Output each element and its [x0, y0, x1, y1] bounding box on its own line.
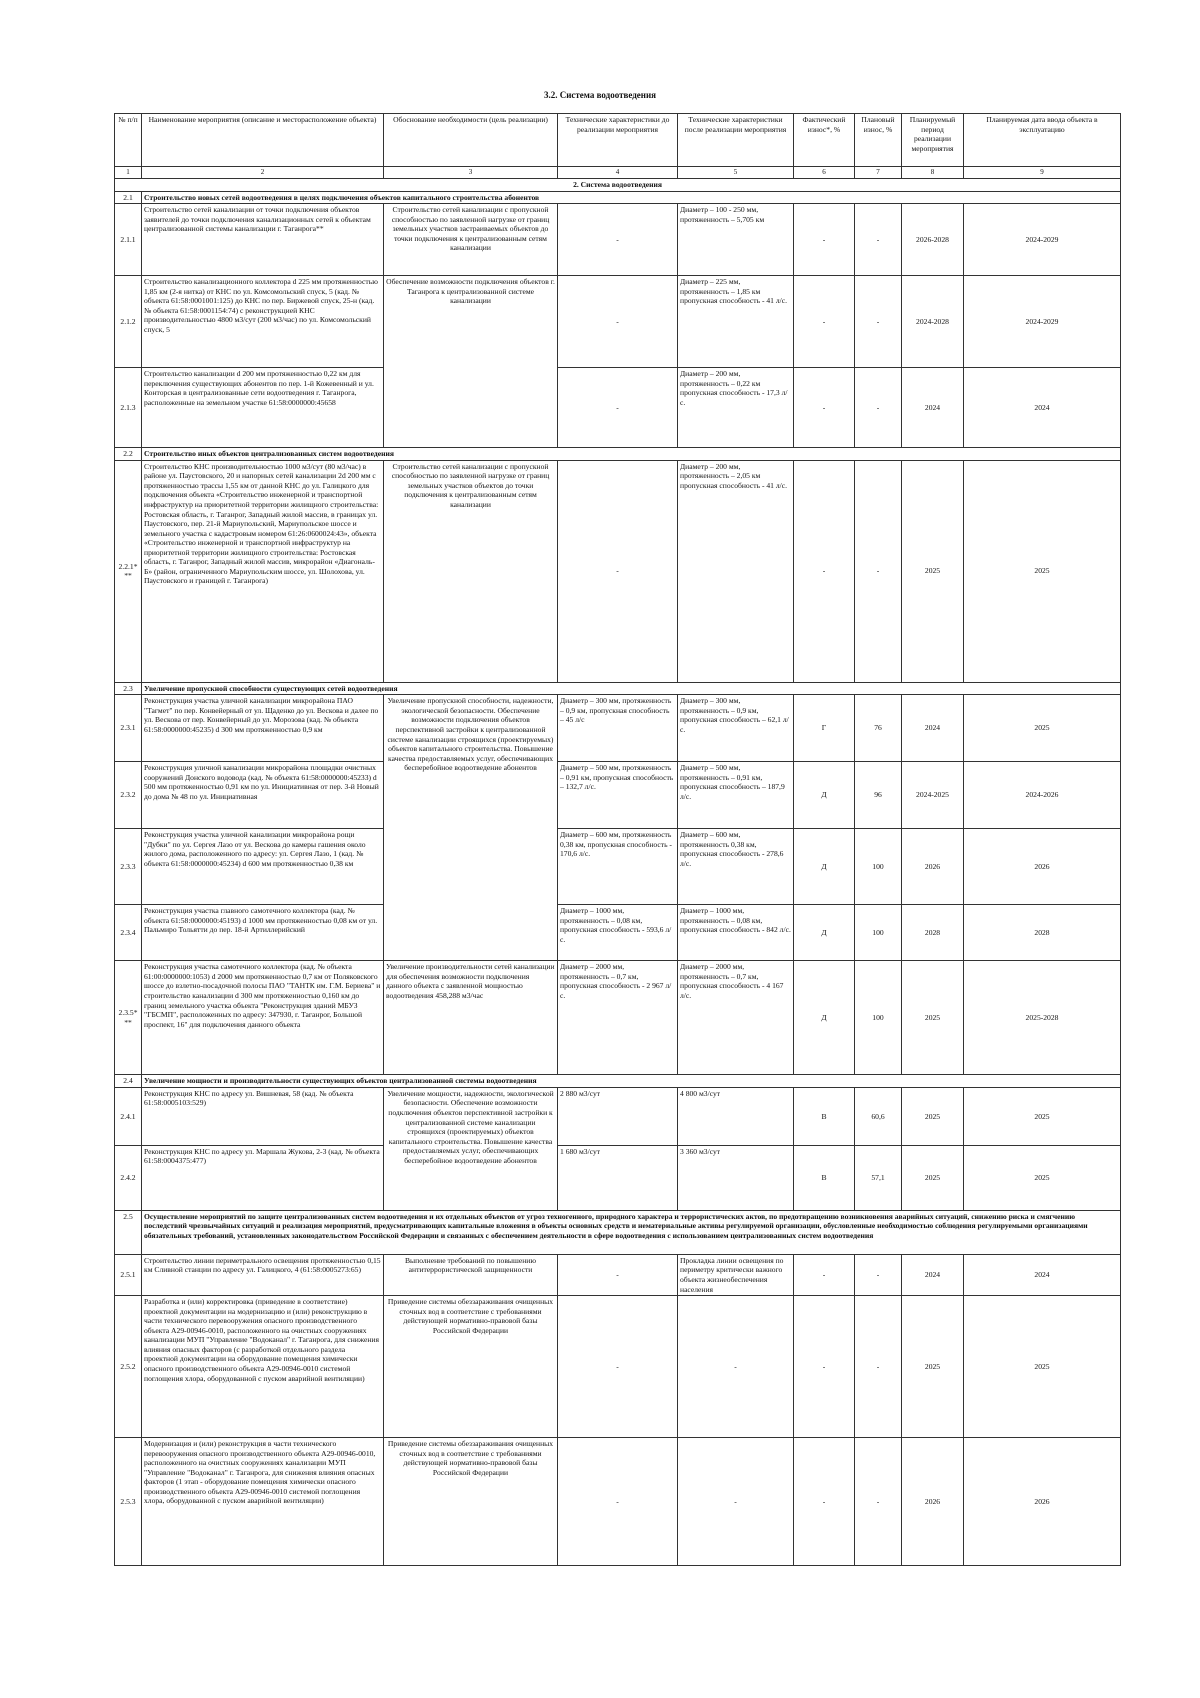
actual-wear: -: [794, 204, 855, 276]
measure-reason: Строительство сетей канализации с пропускной способностью по заявленной нагрузке от границ земельных участков застраиваемых объектов до точки подключения к централизованным сетям канализации: [384, 204, 558, 276]
spec-after: Диаметр – 100 - 250 мм, протяженность – 5,705 км: [678, 204, 794, 276]
commissioning-date: 2025: [964, 1087, 1121, 1145]
actual-wear: В: [794, 1145, 855, 1210]
measure-name: Реконструкция уличной канализации микрорайона площадки очистных сооружений Донского водовода (кад. № объекта 61:58:0000000:45233) d 500 мм протяженностью 0,91 км по ул. Инициативная от пер. 3-й Новый до дома № 48 по ул. Инициативная: [142, 762, 384, 829]
group-number: 2.1: [115, 191, 142, 204]
spec-after: 3 360 м3/сут: [678, 1145, 794, 1210]
group-title: Увеличение пропускной способности существующих сетей водоотведения: [142, 682, 1121, 695]
group-row: [115, 682, 1121, 695]
table-row: [115, 961, 1121, 1075]
header-cell: Планируемая дата ввода объекта в эксплуатацию: [964, 114, 1121, 167]
implementation-period: 2026: [902, 1438, 964, 1566]
commissioning-date: 2028: [964, 905, 1121, 961]
row-number: 2.5.1: [115, 1254, 142, 1295]
measure-name: Реконструкция участка самотечного коллектора (кад. № объекта 61:00:0000000:1053) d 2000 мм протяженностью 0,7 км от Поляковского шоссе до взлетно-посадочной полосы ПАО "ТАНТК им. Г.М. Бериева" и строительство канализации d 300 мм протяженностью 0,160 км до границ земельного участка объекта "Реконструкция зданий МБУЗ "ГБСМП", расположенных по адресу: 347930, г. Таганрог, Большой проспект, 16" для подключения данного объекта: [142, 961, 384, 1075]
implementation-period: 2026-2028: [902, 204, 964, 276]
spec-before: Диаметр – 500 мм, протяженность – 0,91 км, пропускная способность – 132,7 л/с.: [558, 762, 678, 829]
implementation-period: 2028: [902, 905, 964, 961]
actual-wear: -: [794, 1438, 855, 1566]
section-row: [115, 179, 1121, 192]
planned-wear: 100: [855, 829, 902, 905]
table-row: [115, 695, 1121, 762]
column-number: 6: [794, 167, 855, 179]
measure-reason: Увеличение пропускной способности, надежности, экологической безопасности. Обеспечение возможности подключения объектов перспективной застройки к централизованной системе канализации строящихся (проектируемых) объектов капитального строительства. Повышение качества предоставляемых услуг, обеспечивающих бесперебойное водоотведение абонентов: [384, 695, 558, 961]
spec-after: Диаметр – 200 мм, протяженность – 2,05 км пропускная способность - 41 л/с.: [678, 460, 794, 682]
spec-before: 2 880 м3/сут: [558, 1087, 678, 1145]
commissioning-date: 2025-2028: [964, 961, 1121, 1075]
group-number: 2.4: [115, 1075, 142, 1088]
measure-name: Реконструкция участка уличной канализации микрорайона ПАО "Тагмет" по пер. Конвейерный от ул. Щаденко до ул. Вескова и далее по ул. Вескова от пер. Конвейерный до ул. Морозова (кад. № объекта 61:58:0000000:45235) d 300 мм протяженностью 0,9 км: [142, 695, 384, 762]
implementation-period: 2024: [902, 1254, 964, 1295]
table-row: [115, 368, 1121, 448]
measure-name: Реконструкция КНС по адресу ул. Вишневая, 58 (кад. № объекта 61:58:0005103:529): [142, 1087, 384, 1145]
actual-wear: Д: [794, 905, 855, 961]
implementation-period: 2024-2028: [902, 276, 964, 368]
measure-reason: Выполнение требований по повышению антитеррористической защищенности: [384, 1254, 558, 1295]
column-number: 4: [558, 167, 678, 179]
spec-before: -: [558, 276, 678, 368]
header-cell: Наименование мероприятия (описание и месторасположение объекта): [142, 114, 384, 167]
measure-name: Реконструкция участка главного самотечного коллектора (кад. № объекта 61:58:0000000:45193) d 1000 мм протяженностью 0,08 км от ул. Пальмиро Тольятти до пер. 18-й Артиллерийский: [142, 905, 384, 961]
header-cell: Фактический износ*, %: [794, 114, 855, 167]
spec-after: Диаметр – 2000 мм, протяженность – 0,7 км, пропускная способность - 4 167 л/с.: [678, 961, 794, 1075]
table-row: [115, 905, 1121, 961]
implementation-period: 2025: [902, 1087, 964, 1145]
measure-name: Строительство канализации d 200 мм протяженностью 0,22 км для переключения существующих абонентов по пер. 1-й Кожевенный и ул. Конторская в централизованные сети водоотведения г. Таганрога, расположенные на земельном участке 61:58:0000000:45658: [142, 368, 384, 448]
measure-name: Строительство КНС производительностью 1000 м3/сут (80 м3/час) в районе ул. Паустовского, 20 и напорных сетей канализации 2d 200 мм с протяженностью трассы 1,55 км от данной КНС до ул. Галицкого для подключения объекта «Строительство инженерной и транспортной инфраструктур на приоритетной территории жилищного строительства: Ростовская область, г. Таганрог, Западный жилой массив, в границах ул. Паустовского, пер. 21-й Мариупольский, Мариупольское шоссе и земельного участка с кадастровым номером 61:26:0600024:43», объекта «Строительство инженерной и транспортной инфраструктур на приоритетной территории жилищного строительства: Ростовская область, г. Таганрог, Западный жилой массив, микрорайон «Диагональ-Б» (район, ограниченного Мариупольским шоссе, ул. Шолохова, ул. Паустовского и границей г. Таганрога): [142, 460, 384, 682]
implementation-period: 2024-2025: [902, 762, 964, 829]
measure-name: Реконструкция КНС по адресу ул. Маршала Жукова, 2-3 (кад. № объекта 61:58:0004375:477): [142, 1145, 384, 1210]
spec-before: 1 680 м3/сут: [558, 1145, 678, 1210]
planned-wear: 100: [855, 905, 902, 961]
table-row: [115, 460, 1121, 682]
row-number: 2.5.3: [115, 1438, 142, 1566]
row-number: 2.3.2: [115, 762, 142, 829]
spec-before: -: [558, 1438, 678, 1566]
planned-wear: 60,6: [855, 1087, 902, 1145]
column-number: 9: [964, 167, 1121, 179]
planned-wear: 76: [855, 695, 902, 762]
measure-reason: Обеспечение возможности подключения объектов г. Таганрога к централизованной системе канализации: [384, 276, 558, 448]
group-row: [115, 1210, 1121, 1254]
spec-before: Диаметр – 300 мм, протяженность – 0,9 км, пропускная способность – 45 л/с: [558, 695, 678, 762]
spec-before: -: [558, 204, 678, 276]
row-number: 2.1.2: [115, 276, 142, 368]
measure-name: Модернизация и (или) реконструкция в части технического перевооружения опасного производственного объекта А29-00946-0010, расположенного на очистных сооружениях канализации МУП "Управление "Водоканал" г. Таганрога, для снижения влияния опасных факторов (1 этап - оборудование помещения химически опасного производственного объекта А29-00946-0010 системой поглощения хлора, оборудованной с пуском аварийной вентиляции): [142, 1438, 384, 1566]
actual-wear: Д: [794, 961, 855, 1075]
measures-table: [114, 113, 1121, 1566]
table-row: [115, 1296, 1121, 1438]
spec-before: Диаметр – 600 мм, протяженность 0,38 км, пропускная способность - 170,6 л/с.: [558, 829, 678, 905]
measure-reason: Увеличение производительности сетей канализации для обеспечения возможности подключения данного объекта с заявленной мощностью водоотведения 458,288 м3/час: [384, 961, 558, 1075]
spec-before: -: [558, 1254, 678, 1295]
table-row: [115, 1254, 1121, 1295]
group-title: Строительство иных объектов централизованных систем водоотведения: [142, 448, 1121, 461]
implementation-period: 2025: [902, 961, 964, 1075]
header-cell: Технические характеристики до реализации мероприятия: [558, 114, 678, 167]
commissioning-date: 2025: [964, 1296, 1121, 1438]
measure-name: Строительство линии периметрального освещения протяженностью 0,15 км Сливной станции по адресу ул. Галицкого, 4 (61:58:0005273:65): [142, 1254, 384, 1295]
spec-after: Диаметр – 1000 мм, протяженность – 0,08 км, пропускная способность - 842 л/с.: [678, 905, 794, 961]
planned-wear: -: [855, 1296, 902, 1438]
spec-after: Диаметр – 225 мм, протяженность – 1,85 км пропускная способность - 41 л/с.: [678, 276, 794, 368]
row-number: 2.3.1: [115, 695, 142, 762]
row-number: 2.2.1***: [115, 460, 142, 682]
commissioning-date: 2026: [964, 829, 1121, 905]
commissioning-date: 2026: [964, 1438, 1121, 1566]
group-row: [115, 448, 1121, 461]
table-row: [115, 204, 1121, 276]
header-cell: Плановый износ, %: [855, 114, 902, 167]
measure-name: Строительство сетей канализации от точки подключения объектов заявителей до точки подключения канализационных сетей к объектам централизованной системы канализации г. Таганрога**: [142, 204, 384, 276]
column-number: 5: [678, 167, 794, 179]
column-number: 2: [142, 167, 384, 179]
actual-wear: Г: [794, 695, 855, 762]
group-title: Строительство новых сетей водоотведения в целях подключения объектов капитального строительства абонентов: [142, 191, 1121, 204]
table-row: [115, 1145, 1121, 1210]
commissioning-date: 2025: [964, 1145, 1121, 1210]
actual-wear: -: [794, 368, 855, 448]
spec-after: -: [678, 1438, 794, 1566]
row-number: 2.3.4: [115, 905, 142, 961]
commissioning-date: 2024-2029: [964, 276, 1121, 368]
implementation-period: 2024: [902, 695, 964, 762]
planned-wear: -: [855, 276, 902, 368]
measure-reason: Приведение системы обеззараживания очищенных сточных вод в соответствие с требованиями действующей нормативно-правовой базы Российской Федерации: [384, 1438, 558, 1566]
spec-after: Прокладка линии освещения по периметру критически важного объекта жизнеобеспечения населения: [678, 1254, 794, 1295]
group-row: [115, 1075, 1121, 1088]
row-number: 2.3.3: [115, 829, 142, 905]
spec-before: Диаметр – 1000 мм, протяженность – 0,08 км, пропускная способность - 593,6 л/с.: [558, 905, 678, 961]
commissioning-date: 2024: [964, 1254, 1121, 1295]
row-number: 2.1.1: [115, 204, 142, 276]
actual-wear: Д: [794, 829, 855, 905]
header-cell: № п/п: [115, 114, 142, 167]
spec-after: Диаметр – 600 мм, протяженность 0,38 км, пропускная способность - 278,6 л/с.: [678, 829, 794, 905]
planned-wear: 57,1: [855, 1145, 902, 1210]
planned-wear: -: [855, 1438, 902, 1566]
header-row: [115, 114, 1121, 167]
spec-before: -: [558, 460, 678, 682]
actual-wear: В: [794, 1087, 855, 1145]
implementation-period: 2025: [902, 1145, 964, 1210]
commissioning-date: 2025: [964, 695, 1121, 762]
spec-after: Диаметр – 300 мм, протяженность – 0,9 км, пропускная способность – 62,1 л/с.: [678, 695, 794, 762]
row-number: 2.1.3: [115, 368, 142, 448]
spec-after: 4 800 м3/сут: [678, 1087, 794, 1145]
column-number: 7: [855, 167, 902, 179]
measure-reason: Увеличение мощности, надежности, экологической безопасности. Обеспечение возможности подключения объектов перспективной застройки к централизованной системе канализации строящихся (проектируемых) объектов капитального строительства. Повышение качества предоставляемых услуг, обеспечивающих бесперебойное водоотведение абонентов: [384, 1087, 558, 1210]
planned-wear: 100: [855, 961, 902, 1075]
implementation-period: 2026: [902, 829, 964, 905]
row-number: 2.4.1: [115, 1087, 142, 1145]
spec-after: Диаметр – 200 мм, протяженность – 0,22 км пропускная способность - 17,3 л/с.: [678, 368, 794, 448]
implementation-period: 2024: [902, 368, 964, 448]
measure-reason: Строительство сетей канализации с пропускной способностью по заявленной нагрузке от границ земельных участков объектов до точки подключения к централизованным сетям канализации: [384, 460, 558, 682]
group-title: Увеличение мощности и производительности существующих объектов централизованной системы водоотведения: [142, 1075, 1121, 1088]
section-title: 2. Система водоотведения: [115, 179, 1121, 192]
group-number: 2.3: [115, 682, 142, 695]
commissioning-date: 2024-2029: [964, 204, 1121, 276]
table-row: [115, 276, 1121, 368]
actual-wear: Д: [794, 762, 855, 829]
commissioning-date: 2025: [964, 460, 1121, 682]
group-row: [115, 191, 1121, 204]
commissioning-date: 2024-2026: [964, 762, 1121, 829]
row-number: 2.3.5***: [115, 961, 142, 1075]
document-title: 3.2. Система водоотведения: [543, 90, 657, 100]
header-cell: Технические характеристики после реализации мероприятия: [678, 114, 794, 167]
commissioning-date: 2024: [964, 368, 1121, 448]
header-cell: Планируемый период реализации мероприятия: [902, 114, 964, 167]
measure-name: Реконструкция участка уличной канализации микрорайона рощи "Дубки" по ул. Сергея Лазо от ул. Вескова до камеры гашения около жилого дома, расположенного по адресу: ул. Сергея Лазо, 1 (кад. № объекта 61:58:0000000:45234) d 600 мм протяженностью 0,38 км: [142, 829, 384, 905]
actual-wear: -: [794, 460, 855, 682]
spec-after: Диаметр – 500 мм, протяженность – 0,91 км, пропускная способность – 187,9 л/с.: [678, 762, 794, 829]
spec-after: -: [678, 1296, 794, 1438]
measure-reason: Приведение системы обеззараживания очищенных сточных вод в соответствие с требованиями действующей нормативно-правовой базы Российской Федерации: [384, 1296, 558, 1438]
actual-wear: -: [794, 276, 855, 368]
header-cell: Обоснование необходимости (цель реализации): [384, 114, 558, 167]
spec-before: -: [558, 1296, 678, 1438]
planned-wear: -: [855, 204, 902, 276]
row-number: 2.5.2: [115, 1296, 142, 1438]
measure-name: Строительство канализационного коллектора d 225 мм протяженностью 1,85 км (2-я нитка) от КНС по ул. Комсомольский спуск, 5 (кад. № объекта 61:58:0001001:125) до КНС по пер. Биржевой спуск, 25-н (кад. № объекта 61:58:0001154:74) с реконструкцией КНС производительностью 4800 м3/сут (200 м3/час) по ул. Комсомольский спуск, 5: [142, 276, 384, 368]
column-number: 3: [384, 167, 558, 179]
group-title: Осуществление мероприятий по защите централизованных систем водоотведения и их отдельных объектов от угроз техногенного, природного характера и террористических актов, по предотвращению возникновения аварийных ситуаций, снижению риска и смягчению последствий чрезвычайных ситуаций и реализация мероприятий, предусматривающих капитальные вложения в объекты основных средств и нематериальные активы регулируемой организации, обусловленные необходимостью соблюдения регулируемыми организациями обязательных требований, установленных законодательством Российской Федерации и связанных с обеспечением деятельности в сфере водоотведения с использованием централизованных систем водоотведения: [142, 1210, 1121, 1254]
table-row: [115, 829, 1121, 905]
planned-wear: -: [855, 460, 902, 682]
implementation-period: 2025: [902, 460, 964, 682]
table-row: [115, 1087, 1121, 1145]
measure-name: Разработка и (или) корректировка (приведение в соответствие) проектной документации на модернизацию и (или) реконструкцию в части технического перевооружения опасного производственного объекта А29-00946-0010, расположенного на очистных сооружениях канализации МУП "Управление "Водоканал" г. Таганрога, для снижения влияния опасных факторов (с разработкой отдельного раздела проектной документации на оборудование помещения химически опасного производственного объекта А29-00946-0010 системой поглощения хлора, оборудованной с пуском аварийной вентиляции): [142, 1296, 384, 1438]
actual-wear: -: [794, 1254, 855, 1295]
group-number: 2.5: [115, 1210, 142, 1254]
planned-wear: 96: [855, 762, 902, 829]
planned-wear: -: [855, 368, 902, 448]
planned-wear: -: [855, 1254, 902, 1295]
table-row: [115, 1438, 1121, 1566]
group-number: 2.2: [115, 448, 142, 461]
actual-wear: -: [794, 1296, 855, 1438]
table-row: [115, 762, 1121, 829]
column-number: 1: [115, 167, 142, 179]
spec-before: -: [558, 368, 678, 448]
column-number-row: [115, 167, 1121, 179]
row-number: 2.4.2: [115, 1145, 142, 1210]
spec-before: Диаметр – 2000 мм, протяженность – 0,7 км, пропускная способность - 2 967 л/с.: [558, 961, 678, 1075]
column-number: 8: [902, 167, 964, 179]
implementation-period: 2025: [902, 1296, 964, 1438]
